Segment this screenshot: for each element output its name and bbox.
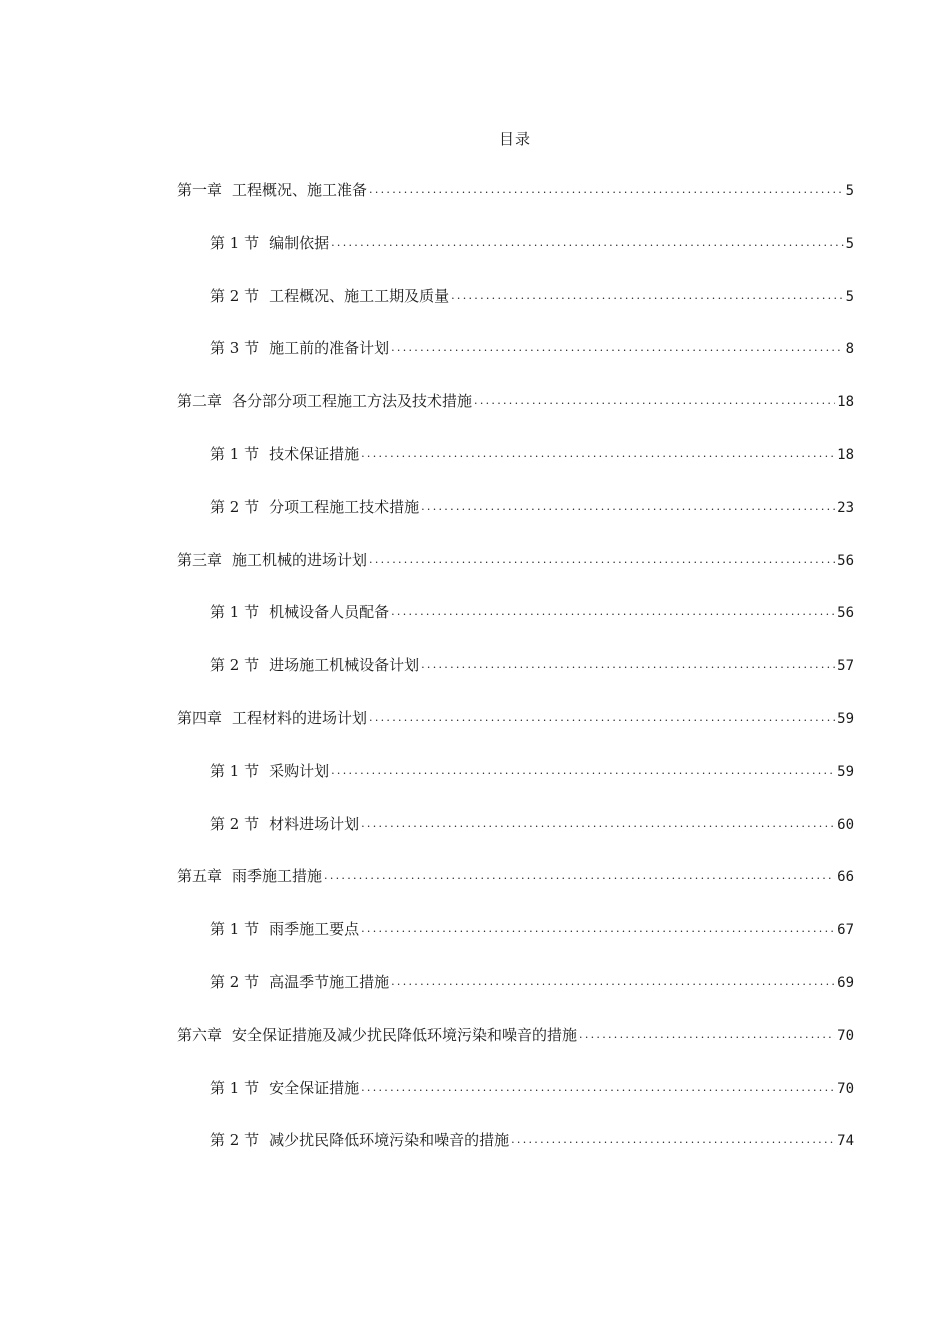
toc-dot-leader [361, 812, 835, 834]
toc-entry-page-number: 5 [845, 235, 854, 252]
toc-entry-number: 第三章 [177, 550, 223, 569]
toc-entry-label [210, 814, 359, 834]
toc-entry-chapter[interactable] [177, 550, 854, 572]
toc-entry-page-number: 70 [837, 1027, 854, 1044]
toc-entry-page-number: 57 [837, 658, 854, 675]
toc-title: 目录 [498, 130, 531, 148]
toc-entry-label [210, 1130, 509, 1150]
toc-entry-page-number: 56 [837, 552, 854, 569]
toc-dot-leader [474, 389, 835, 411]
toc-entry-title: 安全保证措施 [269, 1078, 360, 1097]
toc-entry-title: 机械设备人员配备 [269, 603, 390, 622]
toc-dot-leader [421, 495, 835, 517]
toc-dot-leader [391, 970, 835, 992]
toc-entry-page-number: 59 [837, 763, 854, 780]
toc-entry-page-number: 66 [837, 869, 854, 886]
toc-dot-leader [369, 178, 844, 200]
toc-entry-number: 第 2 节 [210, 814, 260, 833]
toc-entry-chapter[interactable] [177, 391, 854, 413]
toc-entry-section[interactable] [210, 761, 854, 783]
toc-entry-page-number: 60 [837, 816, 854, 833]
toc-entry-page-number: 59 [837, 711, 854, 727]
toc-entry-label [177, 866, 322, 886]
toc-entry-section[interactable] [210, 338, 854, 360]
toc-dot-leader [391, 600, 835, 622]
toc-entry-title: 施工机械的进场计划 [232, 550, 368, 569]
toc-entry-page-number: 23 [837, 499, 854, 516]
toc-entry-number: 第 2 节 [210, 497, 260, 516]
toc-entry-number: 第六章 [177, 1025, 223, 1044]
toc-entry-section[interactable] [210, 497, 854, 519]
toc-entry-number: 第 1 节 [210, 233, 260, 252]
toc-entry-title: 高温季节施工措施 [269, 973, 390, 991]
toc-entry-page-number: 8 [845, 341, 854, 358]
toc-entry-label [210, 919, 359, 939]
toc-entry-title: 进场施工机械设备计划 [269, 656, 420, 675]
toc-entry-title: 雨季施工要点 [269, 920, 360, 939]
toc-dot-leader [324, 864, 835, 886]
toc-entry-label [177, 550, 367, 570]
toc-entry-chapter[interactable] [177, 1025, 854, 1047]
toc-entry-number: 第 1 节 [210, 920, 260, 939]
toc-entry-label [210, 233, 329, 253]
toc-dot-leader [331, 231, 843, 253]
toc-entry-label [210, 761, 329, 781]
toc-entry-number: 第 1 节 [210, 761, 260, 780]
toc-entry-title: 各分部分项工程施工方法及技术措施 [232, 392, 473, 411]
toc-dot-leader [369, 548, 835, 570]
toc-entry-page-number: 70 [837, 1080, 854, 1097]
toc-entry-title: 工程材料的进场计划 [232, 709, 368, 727]
toc-entry-number: 第五章 [177, 867, 223, 886]
toc-entry-label [177, 1025, 577, 1045]
toc-entry-title: 技术保证措施 [269, 445, 360, 463]
toc-entry-section[interactable] [210, 655, 854, 677]
toc-entry-label [177, 180, 367, 200]
toc-entry-number: 第 3 节 [210, 339, 260, 358]
toc-entry-page-number: 56 [837, 605, 854, 622]
toc-dot-leader [331, 759, 835, 781]
toc-entry-number: 第 1 节 [210, 603, 260, 622]
toc-entry-label [210, 286, 449, 306]
toc-entry-number: 第二章 [177, 392, 223, 411]
toc-entry-title: 采购计划 [269, 761, 330, 780]
toc-dot-leader [361, 442, 835, 464]
toc-entry-section[interactable] [210, 1130, 854, 1152]
toc-entry-section[interactable] [210, 1078, 854, 1100]
toc-entry-number: 第四章 [177, 709, 223, 727]
toc-dot-leader [511, 1128, 835, 1150]
toc-entry-title: 编制依据 [269, 233, 330, 252]
toc-entry-chapter[interactable] [177, 180, 854, 202]
toc-entry-label [210, 338, 389, 358]
toc-dot-leader [579, 1023, 835, 1045]
toc-entry-section[interactable] [210, 286, 854, 308]
toc-dot-leader [421, 653, 835, 675]
toc-entry-chapter[interactable] [177, 866, 854, 888]
toc-entry-section[interactable] [210, 444, 854, 466]
toc-dot-leader [369, 706, 835, 728]
toc-entry-page-number: 67 [837, 922, 854, 939]
toc-entry-page-number: 18 [837, 394, 854, 411]
toc-entry-page-number: 18 [837, 447, 854, 463]
toc-entry-label [177, 391, 472, 411]
toc-entry-section[interactable] [210, 233, 854, 255]
toc-entry-label [210, 655, 419, 675]
toc-entry-label [210, 1078, 359, 1098]
toc-entry-title: 材料进场计划 [269, 814, 360, 833]
toc-dot-leader [361, 917, 835, 939]
toc-entry-title: 工程概况、施工工期及质量 [269, 286, 450, 305]
toc-entry-number: 第 2 节 [210, 656, 260, 675]
toc-entry-number: 第一章 [177, 181, 223, 199]
toc-entry-number: 第 2 节 [210, 973, 260, 991]
toc-entry-title: 施工前的准备计划 [269, 339, 390, 358]
toc-entry-label [210, 497, 419, 517]
toc-entry-label [177, 708, 367, 728]
toc-entry-label [210, 444, 359, 464]
toc-dot-leader [361, 1076, 835, 1098]
toc-entry-page-number: 69 [837, 975, 854, 991]
toc-dot-leader [451, 284, 843, 306]
toc-entry-number: 第 1 节 [210, 1078, 260, 1097]
toc-entry-title: 工程概况、施工准备 [232, 181, 368, 199]
toc-entry-title: 雨季施工措施 [232, 867, 323, 886]
toc-entry-page-number: 5 [845, 288, 854, 305]
toc-entry-section[interactable] [210, 919, 854, 941]
toc-entry-chapter[interactable] [177, 708, 854, 730]
toc-entry-section[interactable] [210, 602, 854, 624]
toc-entry-label [210, 972, 389, 992]
toc-dot-leader [391, 336, 843, 358]
toc-entry-page-number: 5 [845, 183, 854, 199]
toc-entry-number: 第 1 节 [210, 445, 260, 463]
toc-entry-title: 分项工程施工技术措施 [269, 497, 420, 516]
toc-entry-section[interactable] [210, 814, 854, 836]
toc-entry-label [210, 602, 389, 622]
toc-entry-page-number: 74 [837, 1133, 854, 1150]
toc-entry-section[interactable] [210, 972, 854, 994]
toc-entry-number: 第 2 节 [210, 1131, 260, 1150]
toc-entry-number: 第 2 节 [210, 286, 260, 305]
toc-entry-title: 减少扰民降低环境污染和噪音的措施 [269, 1131, 510, 1150]
toc-entry-title: 安全保证措施及减少扰民降低环境污染和噪音的措施 [232, 1025, 578, 1044]
